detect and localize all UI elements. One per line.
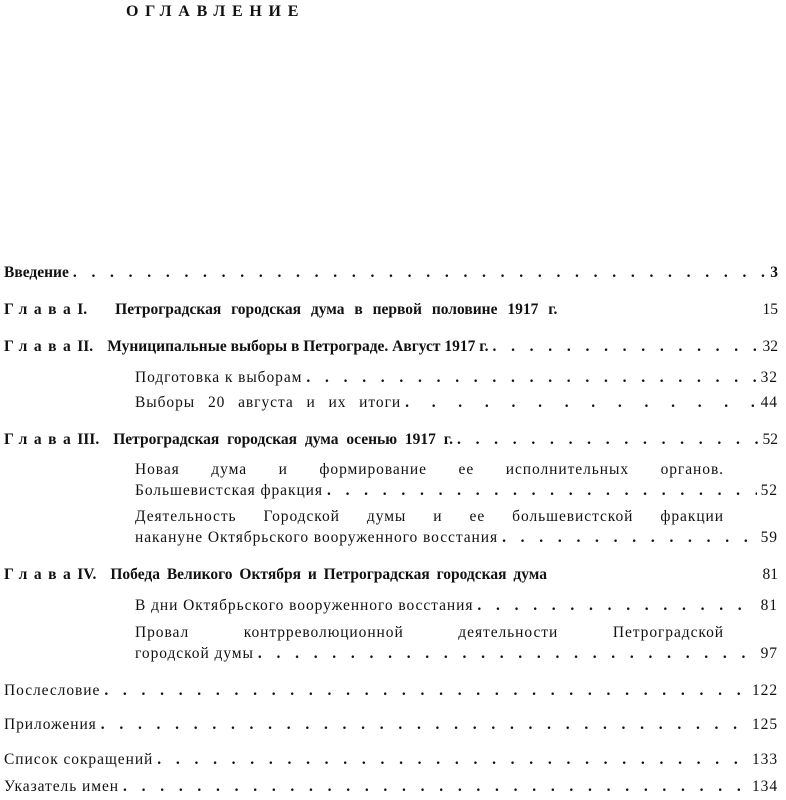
toc-label: Список сокращений (4, 751, 154, 768)
toc-label: накануне Октябрьского вооруженного восстания (135, 529, 499, 546)
toc-label-line1: Новая дума и формирование ее исполнительных органов. (135, 461, 724, 478)
toc-page: 59 (760, 529, 778, 546)
leader-dots (104, 682, 748, 700)
toc-page: 125 (751, 716, 778, 733)
leader-dots (157, 751, 748, 769)
toc-entry-appendices[interactable] (0, 716, 786, 734)
toc-label: Петроградская городская дума осенью 1917 г. (113, 431, 453, 448)
leader-dots (405, 394, 757, 412)
toc-entry-abbreviations[interactable] (0, 751, 786, 769)
leader-dots (477, 597, 756, 615)
toc-page: 44 (760, 394, 778, 411)
toc-label: городской думы (135, 645, 254, 662)
toc-page: 81 (762, 566, 778, 583)
toc-page: 133 (751, 751, 778, 768)
toc-entry-section[interactable] (0, 461, 786, 479)
toc-entry-section[interactable] (0, 394, 786, 412)
toc-entry-introduction[interactable] (0, 264, 786, 282)
leader-dots (258, 645, 757, 663)
toc-page: 3 (770, 264, 778, 281)
toc-label-line1: Провал контрреволюционной деятельности Петроградской (135, 624, 724, 641)
toc-label: Указатель имен (4, 778, 120, 795)
toc-page: 52 (762, 431, 778, 448)
toc-page: 32 (762, 338, 778, 355)
chapter-word: Глава (4, 301, 78, 318)
toc-page: 52 (760, 482, 778, 499)
leader-dots (492, 338, 758, 356)
toc-entry-section[interactable] (0, 369, 786, 387)
leader-dots (457, 431, 759, 449)
toc-page: 81 (760, 597, 778, 614)
toc-entry-chapter-3[interactable] (0, 431, 786, 449)
leader-dots (327, 482, 757, 500)
chapter-word: Глава (4, 566, 78, 583)
toc-entry-section[interactable] (0, 624, 786, 642)
toc-label: Большевистская фракция (135, 482, 323, 499)
toc-label: Подготовка к выборам (135, 369, 303, 386)
chapter-number: III. (77, 431, 100, 448)
toc-label: Введение (4, 264, 69, 281)
toc-label: Муниципальные выборы в Петрограде. Август 1917 г. (107, 338, 489, 355)
leader-dots (306, 369, 756, 387)
chapter-number: I. (77, 301, 88, 318)
chapter-word: Глава (4, 431, 78, 448)
toc-page: 15 (762, 301, 778, 318)
leader-dots (502, 529, 757, 547)
toc-label: Послесловие (4, 682, 101, 699)
toc-label: Выборы 20 августа и их итоги (135, 394, 402, 411)
toc-entry-section[interactable] (0, 508, 786, 526)
toc-label: Петроградская городская дума в первой половине 1917 г. (115, 301, 558, 318)
chapter-word: Глава (4, 338, 78, 355)
toc-label: Победа Великого Октября и Петроградская городская дума (110, 566, 547, 583)
toc-entry-name-index[interactable] (0, 778, 786, 796)
toc-label: В дни Октябрьского вооруженного восстания (135, 597, 474, 614)
chapter-number: IV. (77, 566, 97, 583)
toc-entry-section-cont[interactable] (0, 482, 786, 500)
toc-entry-chapter-2[interactable] (0, 338, 786, 356)
page-title: ОГЛАВЛЕНИЕ (126, 3, 306, 20)
toc-entry-section-cont[interactable] (0, 529, 786, 547)
chapter-number: II. (77, 338, 94, 355)
toc-entry-chapter-1[interactable] (0, 301, 786, 319)
leader-dots (73, 264, 766, 282)
toc-entry-section[interactable] (0, 597, 786, 615)
toc-page: 97 (760, 645, 778, 662)
toc-page: 32 (760, 369, 778, 386)
toc-label-line1: Деятельность Городской думы и ее большевистской фракции (135, 508, 724, 525)
toc-page: 122 (751, 682, 778, 699)
leader-dots (123, 778, 748, 796)
toc-label: Приложения (4, 716, 97, 733)
leader-dots (101, 716, 748, 734)
toc-entry-section-cont[interactable] (0, 645, 786, 663)
toc-entry-afterword[interactable] (0, 682, 786, 700)
toc-entry-chapter-4[interactable] (0, 566, 786, 584)
toc-page: 134 (751, 778, 778, 795)
